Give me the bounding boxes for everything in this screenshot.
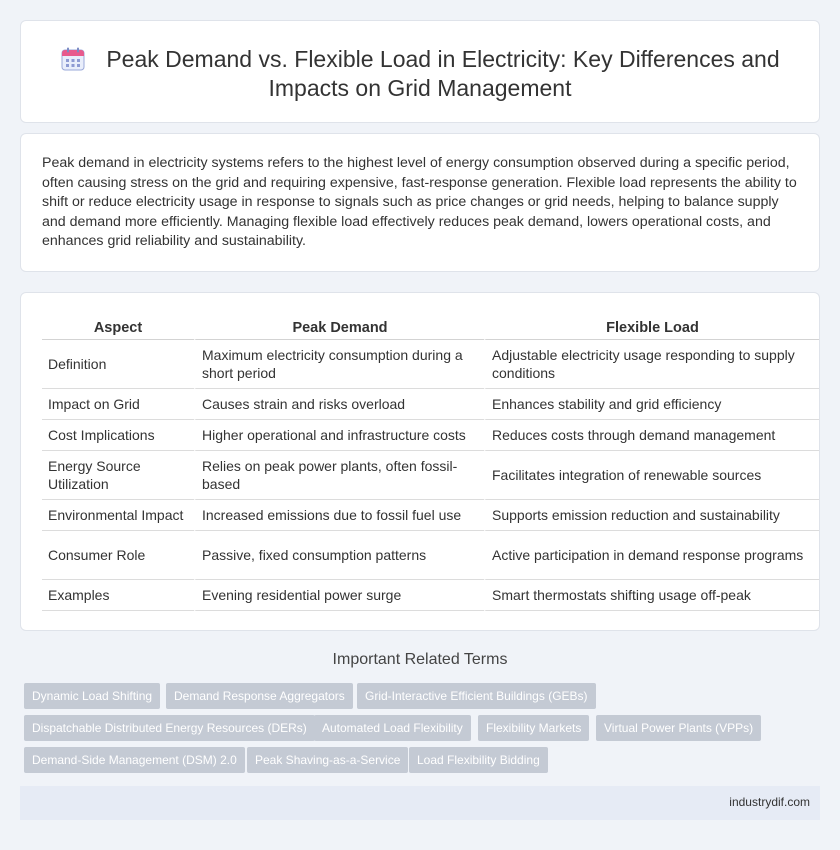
table-cell-peak: Passive, fixed consumption patterns (194, 531, 484, 580)
calendar-icon (60, 46, 86, 72)
header-peak-demand: Peak Demand (194, 316, 484, 340)
table-cell-peak: Relies on peak power plants, often fossil-based (194, 451, 484, 500)
table-row (42, 500, 819, 531)
related-term-tag[interactable]: Automated Load Flexibility (314, 715, 471, 741)
related-term-tag[interactable]: Virtual Power Plants (VPPs) (596, 715, 761, 741)
page-title (21, 45, 819, 103)
table-row (42, 420, 819, 451)
related-term-tag[interactable]: Demand Response Aggregators (166, 683, 353, 709)
related-term-tag[interactable]: Demand-Side Management (DSM) 2.0 (24, 747, 245, 773)
intro-card (20, 133, 820, 272)
table-cell-aspect: Energy Source Utilization (42, 451, 194, 500)
table-cell-aspect: Definition (42, 340, 194, 389)
footer (20, 786, 820, 820)
table-cell-peak: Maximum electricity consumption during a short period (194, 340, 484, 389)
table-cell-flexible: Enhances stability and grid efficiency (484, 389, 819, 420)
related-term-tag[interactable]: Dynamic Load Shifting (24, 683, 160, 709)
table-cell-flexible: Reduces costs through demand management (484, 420, 819, 451)
related-term-tag[interactable]: Load Flexibility Bidding (409, 747, 548, 773)
header-flexible-load: Flexible Load (484, 316, 819, 340)
table-cell-aspect: Cost Implications (42, 420, 194, 451)
table-cell-aspect: Consumer Role (42, 531, 194, 580)
table-cell-flexible: Adjustable electricity usage responding to supply conditions (484, 340, 819, 389)
table-row (42, 389, 819, 420)
related-term-tag[interactable]: Dispatchable Distributed Energy Resources (DERs) (24, 715, 315, 741)
related-term-tag[interactable]: Flexibility Markets (478, 715, 589, 741)
related-term-tag[interactable]: Peak Shaving-as-a-Service (247, 747, 408, 773)
table-cell-peak: Evening residential power surge (194, 580, 484, 611)
table-cell-flexible: Active participation in demand response programs (484, 531, 819, 580)
intro-paragraph: Peak demand in electricity systems refers to the highest level of energy consumption observed during a specific period, often causing stress on the grid and requiring expensive, fast-response generation. Flexible load represents the ability to shift or reduce electricity usage in response to signals such as price changes or grid needs, helping to balance supply and demand more efficiently. Managing flexible load effectively reduces peak demand, lowers operational costs, and enhances grid reliability and sustainability. (42, 155, 797, 250)
comparison-card (20, 292, 820, 631)
comparison-table (42, 316, 819, 611)
table-row (42, 451, 819, 500)
footer-site-link[interactable]: industrydif.com (729, 795, 810, 809)
title-line-2: Impacts on Grid Management (268, 75, 572, 101)
related-term-tag[interactable]: Grid-Interactive Efficient Buildings (GEBs) (357, 683, 596, 709)
table-cell-flexible: Smart thermostats shifting usage off-peak (484, 580, 819, 611)
table-cell-flexible: Facilitates integration of renewable sources (484, 451, 819, 500)
title-line-1: Peak Demand vs. Flexible Load in Electricity: Key Differences and (106, 46, 780, 72)
header-card (20, 20, 820, 123)
table-row (42, 580, 819, 611)
table-cell-aspect: Impact on Grid (42, 389, 194, 420)
table-cell-aspect: Environmental Impact (42, 500, 194, 531)
table-cell-flexible: Supports emission reduction and sustainability (484, 500, 819, 531)
table-cell-aspect: Examples (42, 580, 194, 611)
table-cell-peak: Causes strain and risks overload (194, 389, 484, 420)
related-terms-title: Important Related Terms (332, 651, 508, 668)
table-row (42, 531, 819, 580)
table-cell-peak: Higher operational and infrastructure costs (194, 420, 484, 451)
header-aspect: Aspect (42, 316, 194, 340)
table-header-row (42, 316, 819, 340)
table-cell-peak: Increased emissions due to fossil fuel use (194, 500, 484, 531)
table-row (42, 340, 819, 389)
